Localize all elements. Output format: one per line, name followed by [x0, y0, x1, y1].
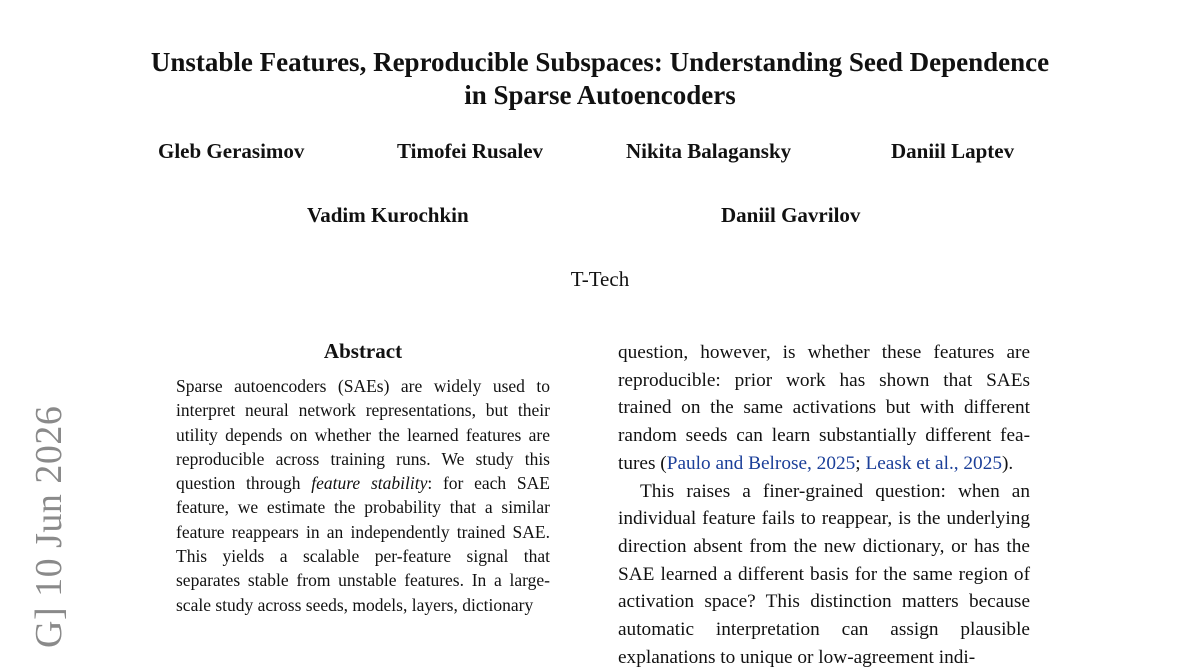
arxiv-stamp-text: G] 10 Jun 2026 — [28, 405, 70, 648]
author-name: Daniil Laptev — [891, 139, 1015, 163]
paper-title: Unstable Features, Reproducible Subspaces: Understanding Seed Dependence in Sparse Autoencoders — [150, 47, 1050, 110]
author-name: Vadim Kurochkin — [307, 203, 469, 227]
author-name: Nikita Balagansky — [626, 139, 792, 163]
abstract-text-part: : for each SAE feature, we estimate the probability that a similar feature reappears in an independently trained SAE. This yields a scalable per-feature signal that separates stable from unstable features. In a large-scale study across seeds, models, layers, dictionary — [176, 473, 550, 615]
citation-link[interactable]: Leask et al., 2025 — [865, 452, 1002, 474]
author-name: Daniil Gavrilov — [721, 203, 861, 227]
affiliation: T-Tech — [570, 267, 630, 291]
citation-link[interactable]: Paulo and Belrose, 2025 — [666, 452, 856, 474]
arxiv-side-stamp — [24, 392, 80, 648]
intro-paragraph: This raises a finer-grained question: when an individual feature fails to reappear, is the underlying direction absent from the new dictionary, or has the SAE learned a different basis for the same region of activation space? This distinction matters because automatic interpretation can assign plausible explanations to unique or low-agreement indi- — [618, 480, 1030, 668]
intro-paragraph — [618, 339, 1030, 478]
abstract-emphasis: feature stability — [311, 473, 428, 494]
intro-text: question, however, is whether these features are reproducible: prior work has shown that SAEs trained on the same activations but with different random seeds can learn substantially different features ( — [618, 342, 1030, 474]
intro-text: ). — [1001, 452, 1014, 474]
abstract-text-part: Sparse autoencoders (SAEs) are widely used to interpret neural network representations, but their utility depends on whether the learned features are reproducible across training runs. We study this question through — [176, 376, 550, 494]
introduction-column — [618, 339, 1030, 671]
abstract-heading: Abstract — [323, 339, 403, 363]
citation-separator: ; — [855, 452, 866, 474]
author-name: Gleb Gerasimov — [158, 139, 305, 163]
author-name: Timofei Rusalev — [397, 139, 544, 163]
abstract-text — [176, 374, 550, 617]
